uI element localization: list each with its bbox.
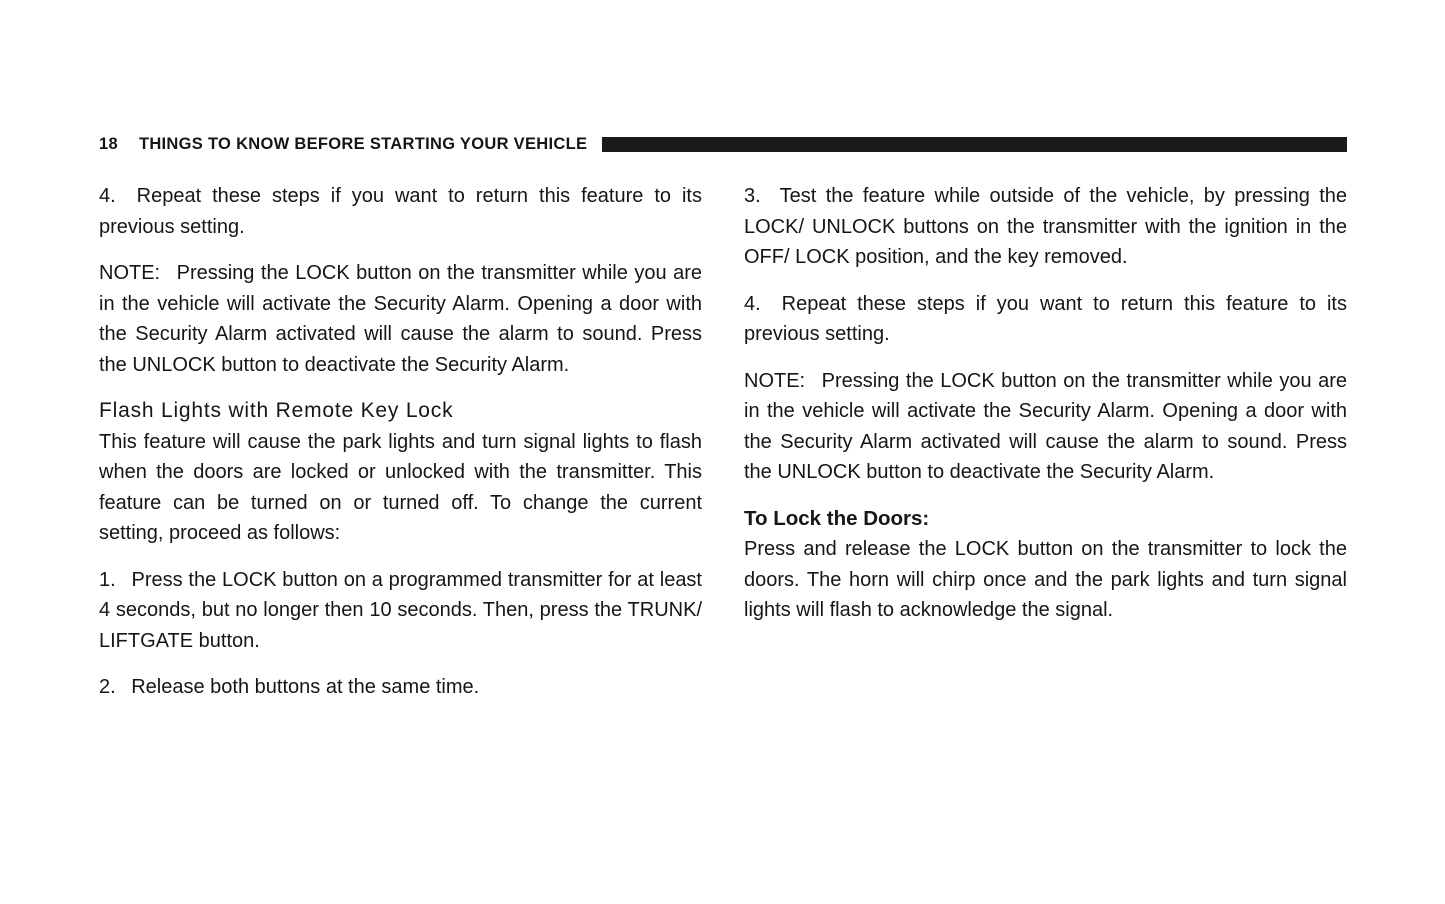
step-3-paragraph: 3. Test the feature while outside of the vehicle, by pressing the LOCK/ UNLOCK buttons on the transmitter with the ignition in the OFF/ LOCK position, and the key removed. — [744, 185, 1347, 268]
page-header — [99, 134, 1347, 154]
two-column-body — [99, 181, 1347, 703]
step-1-paragraph: 1. Press the LOCK button on a programmed transmitter for at least 4 seconds, but no longer then 10 seconds. Then, press the TRUNK/ LIFTGATE button. — [99, 568, 702, 652]
flash-lights-section-heading: Flash Lights with Remote Key Lock — [99, 399, 454, 422]
step-4-paragraph: 4. Repeat these steps if you want to return this feature to its previous setting. — [99, 185, 702, 238]
step-4-repeat-paragraph: 4. Repeat these steps if you want to return this feature to its previous setting. — [744, 292, 1347, 345]
feature-description-paragraph: This feature will cause the park lights and turn signal lights to flash when the doors are locked or unlocked with the transmitter. This feature can be turned on or turned off. To change the current setting, proceed as follows: — [99, 430, 702, 544]
left-column — [99, 181, 702, 703]
note-paragraph: NOTE: Pressing the LOCK button on the transmitter while you are in the vehicle will activate the Security Alarm. Opening a door with the Security Alarm activated will cause the alarm to sound. Press the UNLOCK button to deactivate the Security Alarm. — [744, 369, 1347, 483]
note-paragraph: NOTE: Pressing the LOCK button on the transmitter while you are in the vehicle will activate the Security Alarm. Opening a door with the Security Alarm activated will cause the alarm to sound. Press the UNLOCK button to deactivate the Security Alarm. — [99, 262, 702, 376]
page-number: 18 — [99, 134, 118, 153]
step-2-paragraph: 2. Release both buttons at the same time. — [99, 676, 480, 698]
manual-page — [99, 134, 1347, 703]
to-lock-doors-heading: To Lock the Doors: — [744, 506, 930, 530]
right-column — [744, 181, 1347, 703]
header-rule-bar — [602, 137, 1347, 152]
lock-doors-paragraph: Press and release the LOCK button on the transmitter to lock the doors. The horn will chirp once and the park lights and turn signal lights will flash to acknowledge the signal. — [744, 538, 1347, 621]
chapter-title: THINGS TO KNOW BEFORE STARTING YOUR VEHICLE — [138, 134, 588, 153]
